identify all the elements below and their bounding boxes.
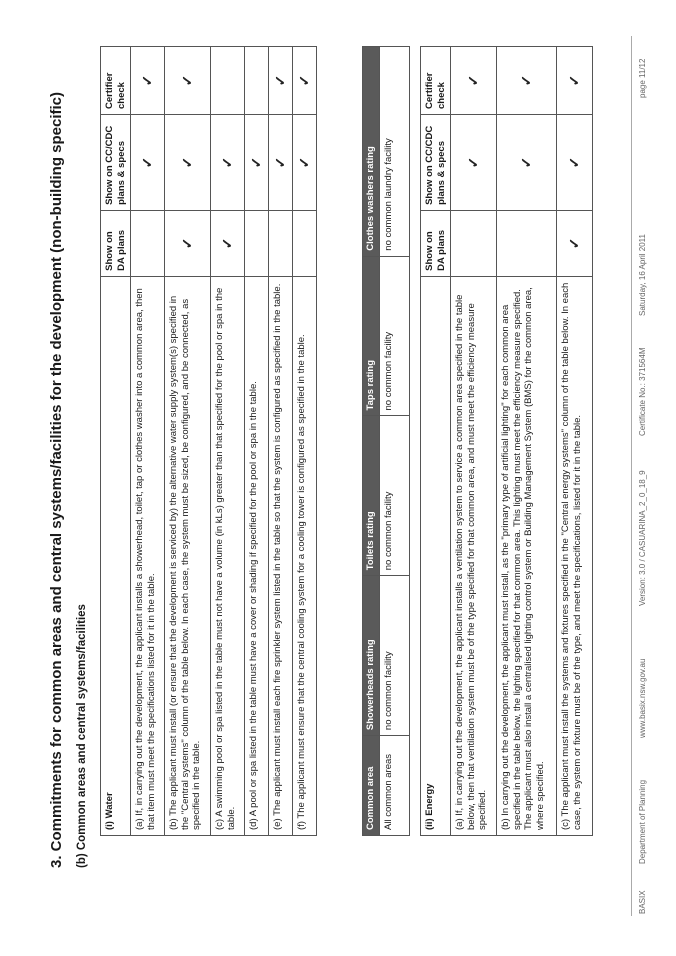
section-title: 3. Commitments for common areas and central systems/facilities for the development (non-building specific) <box>48 91 65 868</box>
energy-commitments-table <box>420 46 593 836</box>
rating-header-clothes-washers: Clothes washers rating <box>363 47 380 257</box>
check-mark: ✓ <box>293 115 317 211</box>
check-cell <box>451 210 497 276</box>
check-mark: ✓ <box>451 47 497 115</box>
check-mark: ✓ <box>497 115 557 211</box>
header-show-cc: Show on CC/CDC plans & specs <box>101 115 131 211</box>
water-item-e: (e) The applicant must install each fire sprinkler system listed in the table so that the system is configured as specified in the table. <box>269 276 293 835</box>
footer-url: www.basix.nsw.gov.au <box>638 658 647 738</box>
rating-header-taps: Taps rating <box>363 256 380 416</box>
check-cell <box>269 210 293 276</box>
check-mark: ✓ <box>451 115 497 211</box>
check-mark: ✓ <box>269 115 293 211</box>
table-row <box>131 47 165 836</box>
header-certifier: Certifier check <box>421 47 451 115</box>
water-item-a: (a) If, in carrying out the development, the applicant installs a showerhead, toilet, tap or clothes washer into a common area, then that item must meet the specifications listed for it in the table. <box>131 276 165 835</box>
header-show-da: Show on DA plans <box>101 210 131 276</box>
energy-item-c: (c) The applicant must install the systems and fixtures specified in the "Central energy systems" column of the table below. In each case, the system or fixture must be of the type, and meet the specifications, listed for it in the table. <box>557 276 593 835</box>
energy-heading: (ii) Energy <box>421 276 451 835</box>
water-commitments-table <box>100 46 317 836</box>
rating-toilets: no common facility <box>379 416 409 576</box>
check-mark: ✓ <box>557 47 593 115</box>
header-show-cc: Show on CC/CDC plans & specs <box>421 115 451 211</box>
footer-certificate: Certificate No.: 371564M <box>638 347 647 436</box>
rating-clothes-washers: no common laundry facility <box>379 47 409 257</box>
check-mark: ✓ <box>557 115 593 211</box>
footer-version: Version: 3.0 / CASUARINA_2_0_18_9 <box>638 470 647 606</box>
energy-item-a: (a) If, in carrying out the development, the applicant installs a ventilation system to service a common area specified in the table below, then that ventilation system must be of the type specified for that common area, and must meet the efficiency measure specified. <box>451 276 497 835</box>
rating-showerheads: no common facility <box>379 576 409 736</box>
energy-item-b: (b) In carrying out the development, the applicant must install, as the "primary type of artificial lighting" for each common area specified in the table below, the lighting specified for that common area. This lighting must meet the efficiency measure specified. The applicant must also install a centralised lighting control system or Building Management System (BMS) for the common area, where specified. <box>497 276 557 835</box>
rating-header-showerheads: Showerheads rating <box>363 576 380 736</box>
check-cell <box>245 210 269 276</box>
check-mark: ✓ <box>211 115 245 211</box>
footer-date: Saturday, 16 April 2011 <box>638 234 647 316</box>
table-row <box>293 47 317 836</box>
table-row <box>497 47 557 836</box>
check-mark: ✓ <box>165 47 211 115</box>
section-subtitle: (b) Common areas and central systems/facilities <box>76 604 88 868</box>
rating-header-common-area: Common area <box>363 736 380 836</box>
check-mark: ✓ <box>131 47 165 115</box>
table-row <box>165 47 211 836</box>
check-mark: ✓ <box>165 115 211 211</box>
check-cell <box>293 210 317 276</box>
check-cell <box>131 210 165 276</box>
check-mark: ✓ <box>165 210 211 276</box>
table-row <box>557 47 593 836</box>
water-item-d: (d) A pool or spa listed in the table must have a cover or shading if specified for the pool or spa in the table. <box>245 276 269 835</box>
footer-department: Department of Planning <box>638 779 647 864</box>
check-mark: ✓ <box>557 210 593 276</box>
footer-basix: BASIX <box>638 890 647 914</box>
rating-taps: no common facility <box>379 256 409 416</box>
common-area-ratings-table <box>362 46 410 836</box>
table-row <box>245 47 269 836</box>
water-item-f: (f) The applicant must ensure that the central cooling system for a cooling tower is configured as specified in the table. <box>293 276 317 835</box>
table-row <box>451 47 497 836</box>
check-cell <box>245 47 269 115</box>
water-item-c: (c) A swimming pool or spa listed in the table must not have a volume (in kLs) greater than that specified for the pool or spa in the table. <box>211 276 245 835</box>
table-row <box>269 47 293 836</box>
header-certifier: Certifier check <box>101 47 131 115</box>
footer-page-number: page 11/12 <box>638 58 647 98</box>
check-cell <box>211 47 245 115</box>
check-cell <box>497 210 557 276</box>
rating-header-toilets: Toilets rating <box>363 416 380 576</box>
water-item-b: (b) The applicant must install (or ensure that the development is serviced by) the alternative water supply system(s) specified in the "Central systems" column of the table below. In each case, the system must be sized, be configured, and be connected, as specified in the table. <box>165 276 211 835</box>
check-mark: ✓ <box>269 47 293 115</box>
check-mark: ✓ <box>293 47 317 115</box>
check-mark: ✓ <box>131 115 165 211</box>
table-row <box>379 47 409 836</box>
header-show-da: Show on DA plans <box>421 210 451 276</box>
table-row <box>211 47 245 836</box>
check-mark: ✓ <box>245 115 269 211</box>
footer-divider <box>631 36 632 916</box>
water-heading: (i) Water <box>101 276 131 835</box>
rating-common-area: All common areas <box>379 736 409 836</box>
check-mark: ✓ <box>497 47 557 115</box>
check-mark: ✓ <box>211 210 245 276</box>
